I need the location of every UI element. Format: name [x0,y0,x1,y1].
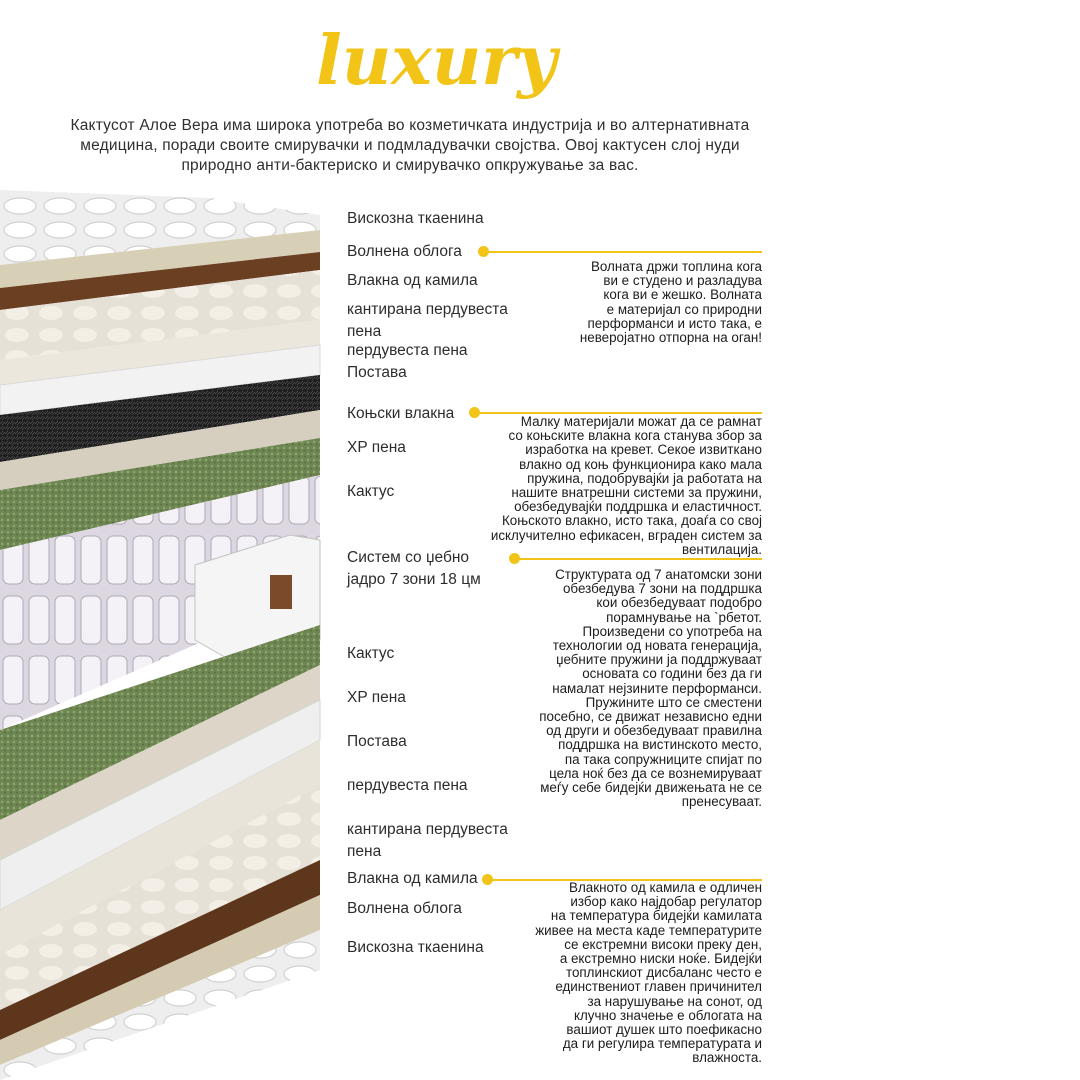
label-wool-bottom: Волнена облога [347,900,462,917]
label-quilted-foam-top-2: пена [347,323,382,340]
label-viscose-bottom: Вискозна ткаенина [347,939,484,956]
label-feather-foam-top: пердувеста пена [347,342,468,359]
intro-paragraph: Кактусот Алое Вера има широка употреба во козметичката индустрија и во алтернативната медицина, поради своите смирувачки и подмладувачки својства. Овој кактусен слој нуди природно анти-бактериско и смирувачко опкружување за вас. [70,117,750,174]
label-quilted-foam-bottom-2: пена [347,843,382,860]
description-wool: Волната држи топлина кога ви е студено и разладува кога ви е жешко. Волната е материјал со природни перформанси и исто така, е неверојатно отпорна на оган! [579,259,762,346]
label-quilted-foam-bottom: кантирана пердувеста [347,821,508,838]
mattress-illustration [0,170,330,1080]
luxury-title [312,14,557,124]
label-camel-bottom: Влакна од камила [347,870,478,887]
label-lining-top: Постава [347,364,407,381]
luxury-title-text: luxury [316,21,557,101]
label-quilted-foam-top: кантирана пердувеста [347,301,508,318]
description-horsehair: Малку материјали можат да се рамнат со коњските влакна кога станува збор за изработка на кревет. Секое извиткано влакно од коњ функционира како мала пружина, подобрувајќи ја работата на нашите внатрешни системи за пружини, обезбедувајќи поддршка и еластичност. Коњското влакно, исто така, доаѓа со свој исклучително ефикасен, вграден систем за вентилација. [490,414,762,557]
description-springs: Структурата од 7 анатомски зони обезбедува 7 зони на поддршка кои обезбедуваат подобро порамнување на `рбетот. Произведени со употреба на технологии од новата генерација, џебните пружини ја поддржуваат основата со години без да ги намалат нејзините перформанси. Пружините што се сместени посебно, се движат независно едни од други и обезбедуваат правилна поддршка на вистинското место, па така сопружниците спијат по цела ноќ без да се вознемируваат меѓу себе бидејќи движењата не се пренесуваат. [539,567,762,810]
label-feather-foam-bottom: пердувеста пена [347,777,468,794]
label-viscose-top: Вискозна ткаенина [347,210,484,227]
label-xp-foam-top: XP пена [347,439,406,456]
label-wool-top: Волнена облога [347,243,462,260]
label-camel-top: Влакна од камила [347,272,478,289]
label-horsehair: Коњски влакна [347,405,455,422]
callout-line-wool [486,251,762,253]
description-camel: Влакното од камила е одличен избор како најдобар регулатор на температура бидејќи камилата живее на места каде температурите се екстремни високи преку ден, а екстремно ниски ноќе. Бидејќи топлинскиот дисбаланс често е единствениот главен причинител за нарушување на сонот, од клучно значење е облогата на вашиот душек што поефикасно да ги регулира температурата и влажноста. [535,880,762,1066]
callout-line-springs [517,558,762,560]
label-cactus-bottom: Кактус [347,645,395,662]
label-pocket-springs: Систем со џебно [347,549,470,566]
label-cactus-top: Кактус [347,483,395,500]
label-lining-bottom: Постава [347,733,407,750]
label-xp-foam-bottom: XP пена [347,689,406,706]
label-pocket-springs-2: јадро 7 зони 18 цм [347,571,481,588]
